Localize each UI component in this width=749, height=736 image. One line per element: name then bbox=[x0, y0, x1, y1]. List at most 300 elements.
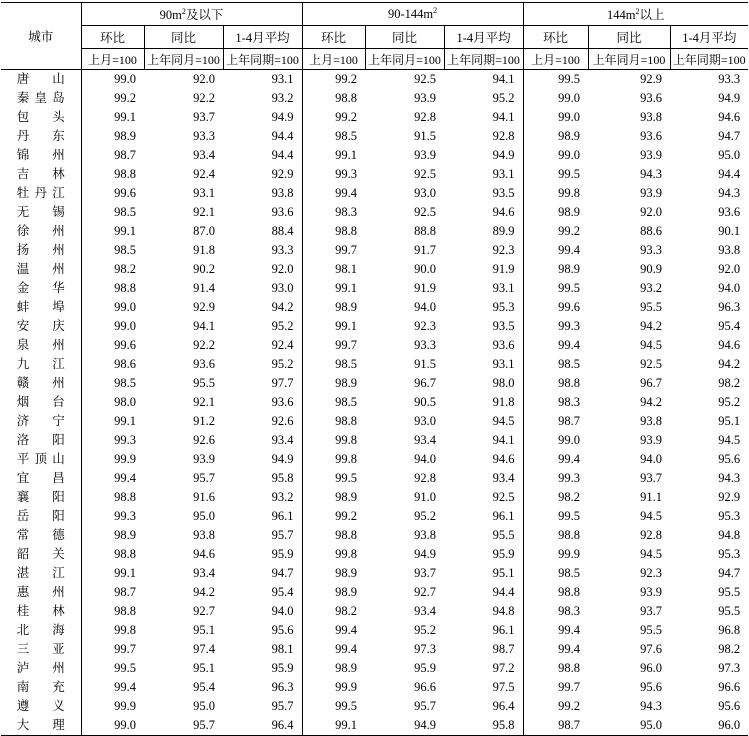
index-value: 98.3 bbox=[523, 393, 588, 412]
index-value: 94.6 bbox=[718, 110, 741, 124]
city-name: 吉林 bbox=[16, 167, 65, 181]
index-value: 92.3 bbox=[414, 319, 437, 333]
index-value: 99.9 bbox=[523, 545, 588, 564]
index-value: 94.0 bbox=[718, 281, 741, 295]
index-value: 93.4 bbox=[271, 433, 294, 447]
city-name: 牡丹江 bbox=[16, 186, 65, 200]
city-name: 徐州 bbox=[16, 224, 65, 238]
index-value: 99.4 bbox=[523, 336, 588, 355]
index-value: 95.7 bbox=[271, 699, 294, 713]
index-value: 99.2 bbox=[302, 70, 365, 90]
index-value: 93.8 bbox=[718, 243, 741, 257]
index-value: 94.9 bbox=[271, 110, 294, 124]
city-name: 唐山 bbox=[16, 72, 65, 86]
index-value: 99.9 bbox=[81, 450, 144, 469]
index-value: 94.1 bbox=[492, 110, 515, 124]
index-value: 94.5 bbox=[718, 433, 741, 447]
index-value: 91.8 bbox=[193, 243, 215, 257]
index-value: 95.7 bbox=[144, 716, 223, 736]
index-value: 93.7 bbox=[414, 566, 437, 580]
index-value: 95.1 bbox=[193, 623, 215, 637]
index-value: 92.9 bbox=[193, 300, 215, 314]
index-value: 98.8 bbox=[302, 526, 365, 545]
index-value: 95.0 bbox=[588, 716, 670, 736]
index-value: 92.8 bbox=[640, 528, 663, 542]
index-value: 98.5 bbox=[81, 241, 144, 260]
city-name: 无锡 bbox=[16, 205, 65, 219]
table-row bbox=[1, 165, 748, 184]
index-value: 99.5 bbox=[523, 70, 588, 90]
index-value: 94.8 bbox=[492, 604, 515, 618]
index-value: 95.4 bbox=[193, 680, 215, 694]
table-row bbox=[1, 298, 748, 317]
index-value: 95.0 bbox=[193, 699, 215, 713]
index-value: 94.2 bbox=[193, 585, 215, 599]
index-value: 94.3 bbox=[640, 699, 663, 713]
index-value: 99.3 bbox=[523, 317, 588, 336]
table-row bbox=[1, 222, 748, 241]
index-value: 99.1 bbox=[81, 222, 144, 241]
city-name: 丹东 bbox=[16, 129, 65, 143]
index-value: 90.9 bbox=[640, 262, 663, 276]
index-value: 87.0 bbox=[193, 224, 215, 238]
table-row bbox=[1, 184, 748, 203]
table-row bbox=[1, 108, 748, 127]
index-value: 98.6 bbox=[81, 355, 144, 374]
index-value: 92.2 bbox=[193, 338, 215, 352]
index-value: 99.8 bbox=[302, 431, 365, 450]
index-value: 93.9 bbox=[640, 148, 663, 162]
index-value: 92.5 bbox=[414, 72, 437, 86]
city-name: 襄阳 bbox=[16, 490, 65, 504]
table-body bbox=[1, 70, 748, 736]
index-value: 94.5 bbox=[640, 509, 663, 523]
index-value: 95.9 bbox=[271, 547, 294, 561]
index-value: 94.2 bbox=[271, 300, 294, 314]
sub-col-header: 1-4月平均 bbox=[444, 26, 523, 49]
index-value: 95.3 bbox=[492, 300, 515, 314]
index-value: 99.4 bbox=[302, 621, 365, 640]
index-value: 95.8 bbox=[444, 716, 523, 736]
index-value: 98.7 bbox=[492, 642, 515, 656]
index-value: 95.4 bbox=[718, 319, 741, 333]
index-value: 92.0 bbox=[271, 262, 294, 276]
index-value: 93.1 bbox=[193, 186, 215, 200]
index-value: 99.7 bbox=[523, 678, 588, 697]
index-value: 95.6 bbox=[718, 452, 741, 466]
index-value: 99.0 bbox=[523, 431, 588, 450]
index-value: 91.8 bbox=[492, 395, 515, 409]
index-value: 95.3 bbox=[718, 547, 741, 561]
index-value: 94.2 bbox=[640, 319, 663, 333]
index-value: 95.3 bbox=[718, 509, 741, 523]
city-name: 济宁 bbox=[16, 414, 65, 428]
index-value: 98.9 bbox=[523, 203, 588, 222]
index-value: 93.6 bbox=[271, 205, 294, 219]
index-value: 98.2 bbox=[81, 260, 144, 279]
index-value: 92.2 bbox=[193, 91, 215, 105]
index-value: 99.8 bbox=[523, 184, 588, 203]
table-row bbox=[1, 678, 748, 697]
index-value: 95.5 bbox=[193, 376, 215, 390]
index-value: 91.4 bbox=[193, 281, 215, 295]
index-value: 99.8 bbox=[81, 621, 144, 640]
index-value: 94.0 bbox=[414, 452, 437, 466]
base-header-row bbox=[1, 49, 748, 70]
base-col-header: 上月=100 bbox=[523, 49, 588, 70]
index-value: 98.5 bbox=[302, 127, 365, 146]
index-value: 95.2 bbox=[271, 319, 294, 333]
index-value: 94.5 bbox=[640, 547, 663, 561]
index-value: 95.1 bbox=[193, 661, 215, 675]
group-header-small: $90m^2$及以下 bbox=[81, 3, 302, 26]
city-name: 扬州 bbox=[16, 243, 65, 257]
index-value: 99.8 bbox=[302, 545, 365, 564]
index-value: 98.7 bbox=[523, 716, 588, 736]
index-value: 93.6 bbox=[271, 395, 294, 409]
index-value: 93.0 bbox=[414, 414, 437, 428]
index-value: 99.4 bbox=[81, 678, 144, 697]
index-value: 95.2 bbox=[414, 623, 437, 637]
index-value: 99.7 bbox=[302, 241, 365, 260]
index-value: 98.5 bbox=[302, 355, 365, 374]
index-value: 93.2 bbox=[640, 281, 663, 295]
base-col-header: 上月=100 bbox=[302, 49, 365, 70]
city-name: 秦皇岛 bbox=[16, 91, 65, 105]
index-value: 94.9 bbox=[271, 452, 294, 466]
table-row bbox=[1, 374, 748, 393]
base-col-header: 上年同期=100 bbox=[223, 49, 302, 70]
index-value: 95.5 bbox=[640, 623, 663, 637]
city-column-header: 城市 bbox=[1, 3, 81, 70]
index-value: 94.5 bbox=[640, 338, 663, 352]
index-value: 95.1 bbox=[492, 566, 515, 580]
index-value: 99.3 bbox=[81, 431, 144, 450]
city-name: 烟台 bbox=[16, 395, 65, 409]
index-value: 91.2 bbox=[193, 414, 215, 428]
index-value: 96.6 bbox=[718, 680, 741, 694]
index-value: 99.5 bbox=[523, 165, 588, 184]
index-value: 92.4 bbox=[193, 167, 215, 181]
index-value: 99.4 bbox=[302, 640, 365, 659]
index-value: 93.4 bbox=[193, 566, 215, 580]
city-name: 泸州 bbox=[16, 661, 65, 675]
index-value: 94.9 bbox=[414, 547, 437, 561]
index-value: 99.1 bbox=[81, 412, 144, 431]
index-value: 92.6 bbox=[271, 414, 294, 428]
index-value: 92.5 bbox=[640, 357, 663, 371]
index-value: 88.8 bbox=[414, 224, 437, 238]
index-value: 91.1 bbox=[640, 490, 663, 504]
index-value: 98.2 bbox=[718, 376, 741, 390]
index-value: 98.2 bbox=[523, 488, 588, 507]
city-name: 锦州 bbox=[16, 148, 65, 162]
table-row bbox=[1, 564, 748, 583]
index-value: 96.4 bbox=[492, 699, 515, 713]
table-row bbox=[1, 697, 748, 716]
table-row bbox=[1, 621, 748, 640]
index-value: 99.5 bbox=[302, 697, 365, 716]
index-value: 99.1 bbox=[81, 564, 144, 583]
index-value: 93.9 bbox=[193, 452, 215, 466]
index-value: 99.0 bbox=[523, 108, 588, 127]
index-value: 93.9 bbox=[414, 91, 437, 105]
index-value: 96.8 bbox=[718, 623, 741, 637]
index-value: 93.9 bbox=[640, 585, 663, 599]
index-value: 95.0 bbox=[718, 148, 741, 162]
index-value: 92.9 bbox=[271, 167, 294, 181]
sub-col-header: 1-4月平均 bbox=[670, 26, 748, 49]
index-value: 96.6 bbox=[414, 680, 437, 694]
index-value: 99.4 bbox=[81, 469, 144, 488]
index-value: 96.7 bbox=[640, 376, 663, 390]
index-value: 99.2 bbox=[523, 222, 588, 241]
index-value: 94.0 bbox=[640, 452, 663, 466]
index-value: 98.8 bbox=[81, 279, 144, 298]
index-value: 99.1 bbox=[302, 146, 365, 165]
index-value: 98.7 bbox=[81, 146, 144, 165]
index-value: 94.3 bbox=[640, 167, 663, 181]
index-value: 93.6 bbox=[640, 129, 663, 143]
index-value: 94.5 bbox=[492, 414, 515, 428]
index-value: 95.7 bbox=[414, 699, 437, 713]
index-value: 99.0 bbox=[81, 298, 144, 317]
index-value: 99.1 bbox=[81, 108, 144, 127]
index-value: 96.4 bbox=[223, 716, 302, 736]
index-value: 99.0 bbox=[523, 89, 588, 108]
table-row bbox=[1, 602, 748, 621]
index-value: 99.3 bbox=[302, 165, 365, 184]
index-value: 94.7 bbox=[718, 566, 741, 580]
index-value: 92.4 bbox=[271, 338, 294, 352]
index-value: 91.5 bbox=[414, 129, 437, 143]
table-row bbox=[1, 526, 748, 545]
index-value: 89.9 bbox=[492, 224, 515, 238]
index-value: 99.8 bbox=[302, 450, 365, 469]
index-value: 98.1 bbox=[271, 642, 294, 656]
index-value: 98.8 bbox=[302, 222, 365, 241]
index-value: 93.1 bbox=[492, 357, 515, 371]
index-value: 93.5 bbox=[492, 319, 515, 333]
index-value: 93.6 bbox=[492, 338, 515, 352]
index-value: 94.9 bbox=[492, 148, 515, 162]
index-value: 95.7 bbox=[193, 471, 215, 485]
table-row bbox=[1, 450, 748, 469]
index-value: 98.9 bbox=[302, 488, 365, 507]
index-value: 98.3 bbox=[302, 203, 365, 222]
index-value: 93.0 bbox=[271, 281, 294, 295]
index-value: 99.4 bbox=[523, 241, 588, 260]
index-value: 92.9 bbox=[640, 72, 663, 86]
index-value: 99.7 bbox=[81, 640, 144, 659]
index-value: 98.5 bbox=[523, 355, 588, 374]
city-name: 安庆 bbox=[16, 319, 65, 333]
city-name: 岳阳 bbox=[16, 509, 65, 523]
index-value: 92.1 bbox=[193, 205, 215, 219]
city-name: 平顶山 bbox=[16, 452, 65, 466]
index-value: 91.0 bbox=[414, 490, 437, 504]
index-value: 98.2 bbox=[302, 602, 365, 621]
index-value: 98.1 bbox=[302, 260, 365, 279]
index-value: 99.5 bbox=[81, 659, 144, 678]
sub-col-header: 同比 bbox=[144, 26, 223, 49]
index-value: 98.5 bbox=[81, 374, 144, 393]
index-value: 99.5 bbox=[523, 507, 588, 526]
index-value: 99.6 bbox=[523, 298, 588, 317]
table-row bbox=[1, 279, 748, 298]
index-value: 96.3 bbox=[718, 300, 741, 314]
index-value: 95.8 bbox=[271, 471, 294, 485]
index-value: 92.9 bbox=[718, 490, 741, 504]
table-row bbox=[1, 70, 748, 90]
index-value: 90.2 bbox=[193, 262, 215, 276]
index-value: 99.0 bbox=[81, 317, 144, 336]
index-value: 99.2 bbox=[523, 697, 588, 716]
index-value: 98.8 bbox=[523, 374, 588, 393]
index-value: 99.4 bbox=[523, 621, 588, 640]
index-value: 98.9 bbox=[523, 260, 588, 279]
index-value: 95.9 bbox=[492, 547, 515, 561]
sub-col-header: 环比 bbox=[523, 26, 588, 49]
index-value: 92.5 bbox=[492, 490, 515, 504]
index-value: 99.2 bbox=[302, 108, 365, 127]
index-value: 98.8 bbox=[81, 488, 144, 507]
table-row bbox=[1, 203, 748, 222]
index-value: 93.6 bbox=[718, 205, 741, 219]
index-value: 95.2 bbox=[414, 509, 437, 523]
index-value: 95.2 bbox=[718, 395, 741, 409]
index-value: 93.8 bbox=[414, 528, 437, 542]
city-name: 九江 bbox=[16, 357, 65, 371]
index-value: 99.4 bbox=[523, 450, 588, 469]
city-name: 南充 bbox=[16, 680, 65, 694]
city-name: 金华 bbox=[16, 281, 65, 295]
index-value: 99.5 bbox=[302, 469, 365, 488]
table-row bbox=[1, 431, 748, 450]
table-row bbox=[1, 507, 748, 526]
index-value: 92.3 bbox=[640, 566, 663, 580]
index-value: 98.0 bbox=[492, 376, 515, 390]
index-value: 93.8 bbox=[271, 186, 294, 200]
index-value: 99.1 bbox=[302, 317, 365, 336]
base-col-header: 上年同月=100 bbox=[144, 49, 223, 70]
index-value: 98.9 bbox=[81, 526, 144, 545]
index-value: 93.9 bbox=[640, 433, 663, 447]
index-value: 92.7 bbox=[193, 604, 215, 618]
base-col-header: 上年同月=100 bbox=[588, 49, 670, 70]
index-value: 92.0 bbox=[718, 262, 741, 276]
base-col-header: 上年同期=100 bbox=[444, 49, 523, 70]
index-value: 98.8 bbox=[81, 165, 144, 184]
index-value: 96.3 bbox=[271, 680, 294, 694]
city-name: 湛江 bbox=[16, 566, 65, 580]
table-row bbox=[1, 583, 748, 602]
index-value: 98.9 bbox=[302, 564, 365, 583]
city-name: 蚌埠 bbox=[16, 300, 65, 314]
index-value: 95.5 bbox=[718, 604, 741, 618]
index-value: 98.9 bbox=[302, 298, 365, 317]
index-value: 99.4 bbox=[302, 184, 365, 203]
city-name: 温州 bbox=[16, 262, 65, 276]
index-value: 93.4 bbox=[414, 433, 437, 447]
index-value: 97.7 bbox=[271, 376, 294, 390]
index-value: 96.0 bbox=[670, 716, 748, 736]
index-value: 98.7 bbox=[523, 412, 588, 431]
index-value: 99.0 bbox=[523, 146, 588, 165]
index-value: 90.1 bbox=[718, 224, 741, 238]
index-value: 99.0 bbox=[81, 70, 144, 90]
index-value: 93.1 bbox=[492, 281, 515, 295]
index-value: 94.4 bbox=[718, 167, 741, 181]
index-value: 90.5 bbox=[414, 395, 437, 409]
index-value: 93.7 bbox=[640, 471, 663, 485]
city-name: 惠州 bbox=[16, 585, 65, 599]
index-value: 93.8 bbox=[640, 414, 663, 428]
index-value: 93.4 bbox=[414, 604, 437, 618]
index-value: 98.9 bbox=[302, 659, 365, 678]
index-value: 96.0 bbox=[640, 661, 663, 675]
index-value: 94.7 bbox=[271, 566, 294, 580]
index-value: 98.8 bbox=[302, 89, 365, 108]
sub-col-header: 环比 bbox=[302, 26, 365, 49]
table-row bbox=[1, 469, 748, 488]
index-value: 94.4 bbox=[271, 129, 294, 143]
index-value: 92.7 bbox=[414, 585, 437, 599]
index-value: 99.2 bbox=[302, 507, 365, 526]
index-value: 93.6 bbox=[193, 357, 215, 371]
city-name: 三亚 bbox=[16, 642, 65, 656]
index-value: 94.6 bbox=[718, 338, 741, 352]
index-value: 98.7 bbox=[81, 583, 144, 602]
index-value: 94.0 bbox=[271, 604, 294, 618]
index-value: 94.1 bbox=[193, 319, 215, 333]
index-value: 99.1 bbox=[302, 716, 365, 736]
table-row bbox=[1, 89, 748, 108]
index-value: 94.8 bbox=[718, 528, 741, 542]
index-value: 98.5 bbox=[302, 393, 365, 412]
index-value: 91.5 bbox=[414, 357, 437, 371]
base-col-header: 上年同月=100 bbox=[365, 49, 444, 70]
index-value: 94.9 bbox=[718, 91, 741, 105]
index-value: 98.3 bbox=[523, 602, 588, 621]
index-value: 93.6 bbox=[640, 91, 663, 105]
index-value: 98.8 bbox=[302, 412, 365, 431]
table-row bbox=[1, 659, 748, 678]
sub-col-header: 环比 bbox=[81, 26, 144, 49]
table-row bbox=[1, 488, 748, 507]
index-value: 99.4 bbox=[523, 640, 588, 659]
index-value: 94.6 bbox=[492, 205, 515, 219]
index-value: 93.3 bbox=[414, 338, 437, 352]
table-row bbox=[1, 545, 748, 564]
index-value: 98.8 bbox=[81, 545, 144, 564]
index-value: 93.3 bbox=[718, 72, 741, 86]
index-value: 97.3 bbox=[718, 661, 741, 675]
index-value: 92.0 bbox=[193, 72, 215, 86]
index-value: 97.2 bbox=[492, 661, 515, 675]
table-row bbox=[1, 127, 748, 146]
index-value: 95.6 bbox=[718, 699, 741, 713]
index-value: 93.7 bbox=[640, 604, 663, 618]
index-value: 92.8 bbox=[414, 471, 437, 485]
index-value: 98.9 bbox=[302, 374, 365, 393]
index-value: 98.9 bbox=[81, 127, 144, 146]
index-value: 98.5 bbox=[523, 564, 588, 583]
index-value: 91.9 bbox=[492, 262, 515, 276]
city-name: 常德 bbox=[16, 528, 65, 542]
index-value: 94.3 bbox=[718, 471, 741, 485]
table-row bbox=[1, 317, 748, 336]
